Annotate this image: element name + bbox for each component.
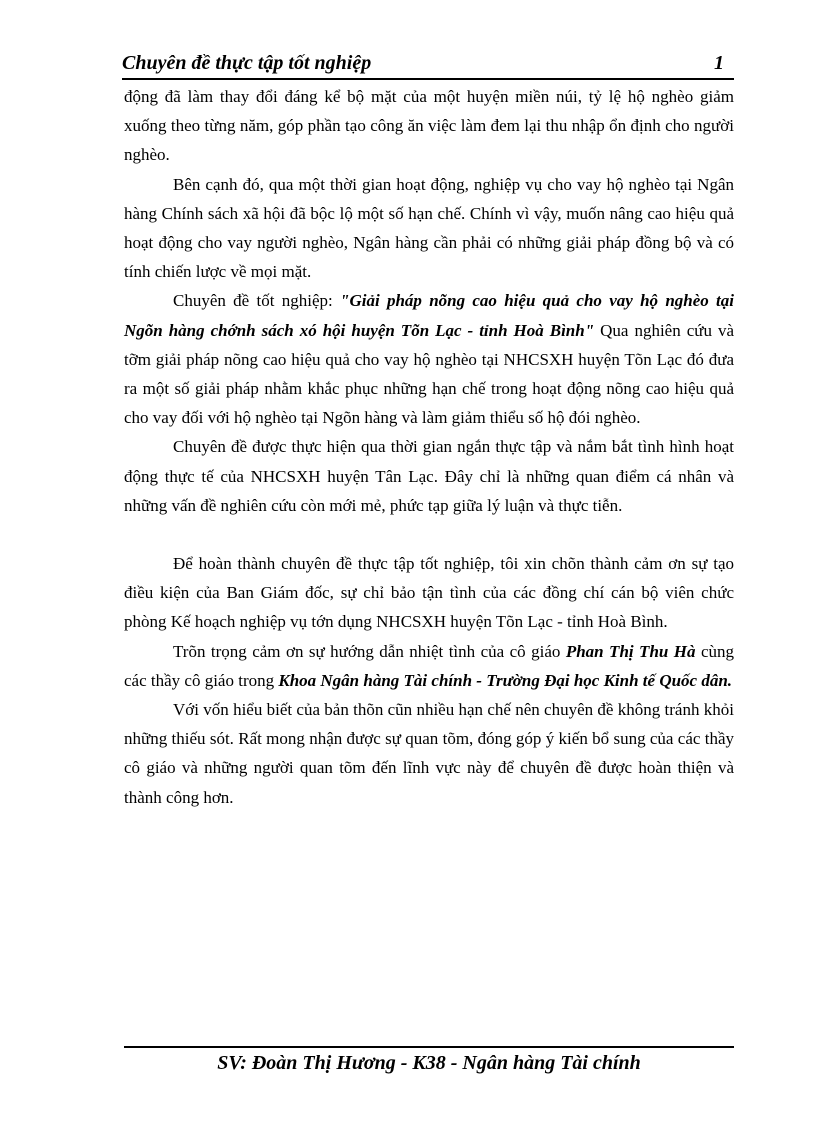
- footer-rule: [124, 1046, 734, 1048]
- paragraph-closing: Với vốn hiểu biết của bản thõn cũn nhiều hạn chế nên chuyên đề không tránh khỏi những thiếu sót. Rất mong nhận được sự quan tõm, đóng góp ý kiến bổ sung của các thầy cô giáo và những người quan tõm đến lĩnh vực này để chuyên đề được hoàn thiện và thành công hơn.: [124, 700, 734, 807]
- page-number: 1: [714, 52, 724, 74]
- paragraph-continuation: động đã làm thay đổi đáng kể bộ mặt của một huyện miền núi, tỷ lệ hộ nghèo giảm xuống theo từng năm, góp phần tạo công ăn việc làm đem lại thu nhập ổn định cho người nghèo.: [124, 87, 734, 165]
- faculty-name: Khoa Ngân hàng Tài chính - Trường Đại học Kinh tế Quốc dân.: [278, 670, 733, 690]
- thesis-lead: Chuyên đề tốt nghiệp:: [173, 291, 341, 311]
- header-rule: [122, 78, 734, 80]
- thanks-lead: Trõn trọng cảm ơn sự hướng dẫn nhiệt tình của cô giáo: [173, 641, 566, 661]
- header-title: Chuyên đề thực tập tốt nghiệp: [122, 52, 372, 74]
- page-footer: SV: Đoàn Thị Hương - K38 - Ngân hàng Tài chính: [217, 1052, 641, 1074]
- paragraph-teacher-thanks: [124, 637, 734, 695]
- paragraph-thesis-title: [124, 286, 734, 432]
- thanks-middle: cùng các thầy cô giáo trong: [124, 641, 734, 690]
- thesis-title: "Giải pháp nõng cao hiệu quả cho vay hộ nghèo tại Ngõn hàng chớnh sách xó hội huyện Tõn Lạc - tỉnh Hoà Bình": [124, 291, 734, 340]
- paragraph-spacer: [124, 520, 734, 549]
- paragraph-limitations: Bên cạnh đó, qua một thời gian hoạt động, nghiệp vụ cho vay hộ nghèo tại Ngân hàng Chính sách xã hội đã bộc lộ một số hạn chế. Chính vì vậy, muốn nâng cao hiệu quả hoạt động cho vay người nghèo, Ngân hàng cần phải có những giải pháp đồng bộ và có tính chiến lược về mọi mặt.: [124, 174, 734, 282]
- paragraph-acknowledgement: Để hoàn thành chuyên đề thực tập tốt nghiệp, tôi xin chõn thành cảm ơn sự tạo điều kiện của Ban Giám đốc, sự chỉ bảo tận tình của các đồng chí cán bộ viên chức phòng Kế hoạch nghiệp vụ tớn dụng NHCSXH huyện Tõn Lạc - tỉnh Hoà Bình.: [124, 554, 734, 632]
- document-body: [124, 82, 734, 812]
- teacher-name: Phan Thị Thu Hà: [565, 641, 696, 661]
- thesis-summary: Qua nghiên cứu và tỡm giải pháp nõng cao hiệu quả cho vay hộ nghèo tại NHCSXH huyện Tõn Lạc đó đưa ra một số giải pháp nhằm khắc phục những hạn chế trong hoạt động nõng cao hiệu quả cho vay đối với hộ nghèo tại Ngõn hàng và làm giảm thiểu số hộ đói nghèo.: [124, 320, 734, 428]
- page-header: [122, 50, 734, 80]
- paragraph-scope: Chuyên đề được thực hiện qua thời gian ngắn thực tập và nắm bắt tình hình hoạt động thực tế của NHCSXH huyện Tân Lạc. Đây chỉ là những quan điểm cá nhân và những vấn đề nghiên cứu còn mới mẻ, phức tạp giữa lý luận và thực tiễn.: [124, 437, 734, 515]
